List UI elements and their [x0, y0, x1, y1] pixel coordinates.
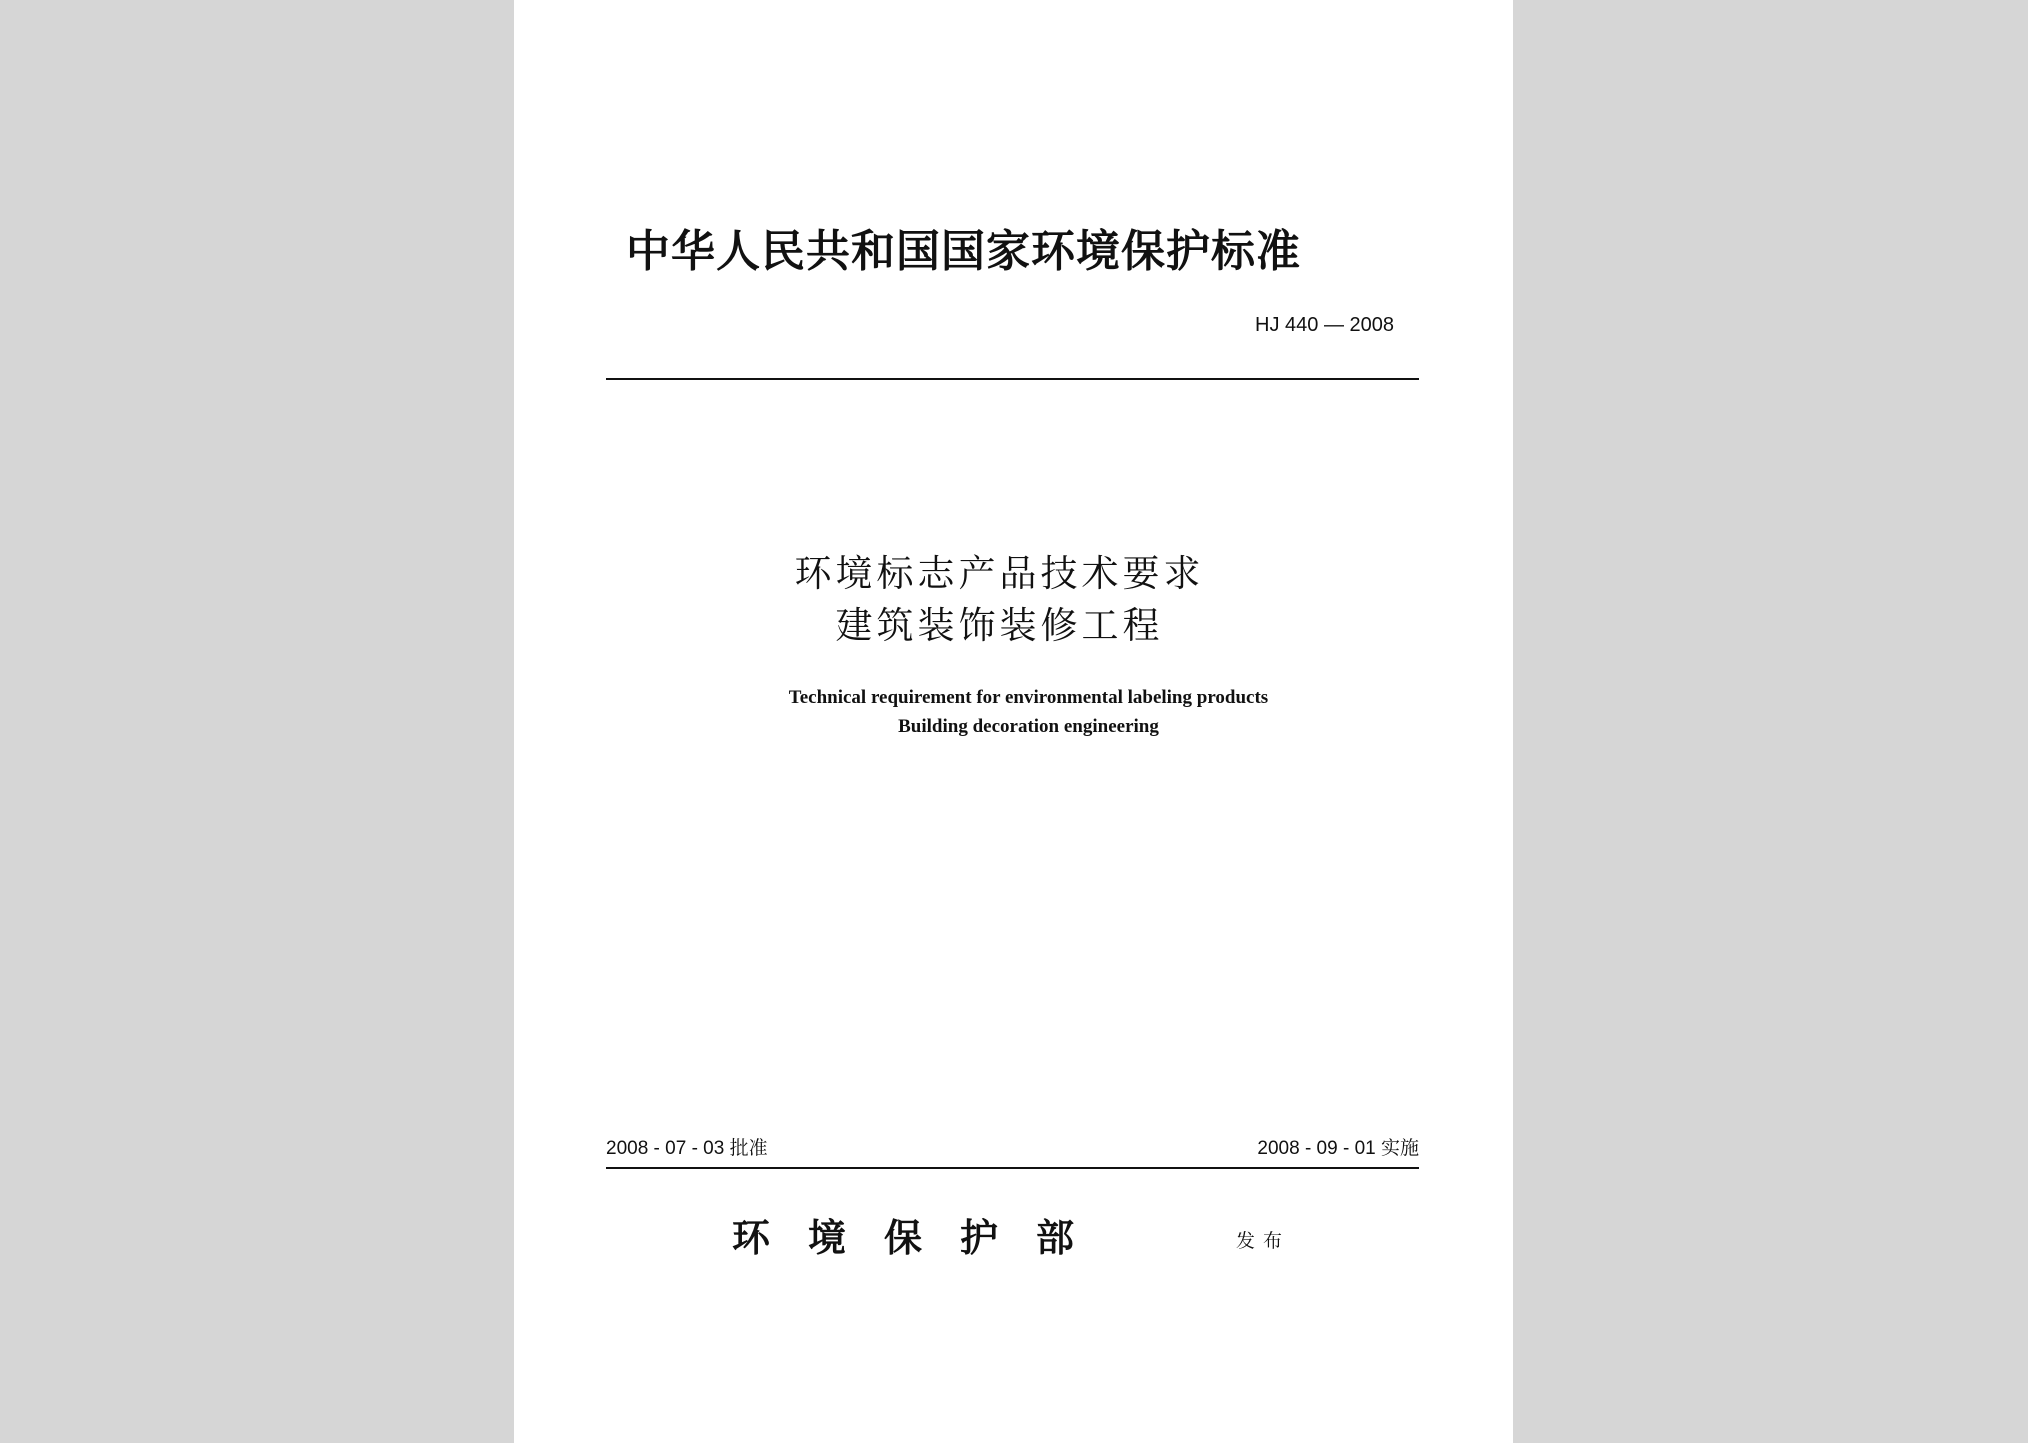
standard-code: HJ 440 — 2008: [1255, 314, 1394, 336]
publisher-name: 环境保护部: [732, 1215, 1113, 1260]
bottom-divider: [606, 1167, 1419, 1169]
publish-label: 发布: [1236, 1230, 1291, 1252]
document-title-cn-line2: 建筑装饰装修工程: [835, 604, 1164, 647]
document-title-en-line1: Technical requirement for environmental labeling products: [788, 687, 1269, 708]
document-title-cn-line1: 环境标志产品技术要求: [794, 552, 1205, 595]
standard-title: 中华人民共和国国家环境保护标准: [626, 226, 1301, 277]
approval-date: 2008 - 07 - 03 批准: [606, 1138, 768, 1159]
document-title-en-line2: Building decoration engineering: [898, 716, 1159, 737]
effective-date: 2008 - 09 - 01 实施: [1257, 1138, 1419, 1159]
document-page: [514, 0, 1513, 1443]
top-divider: [606, 378, 1419, 380]
